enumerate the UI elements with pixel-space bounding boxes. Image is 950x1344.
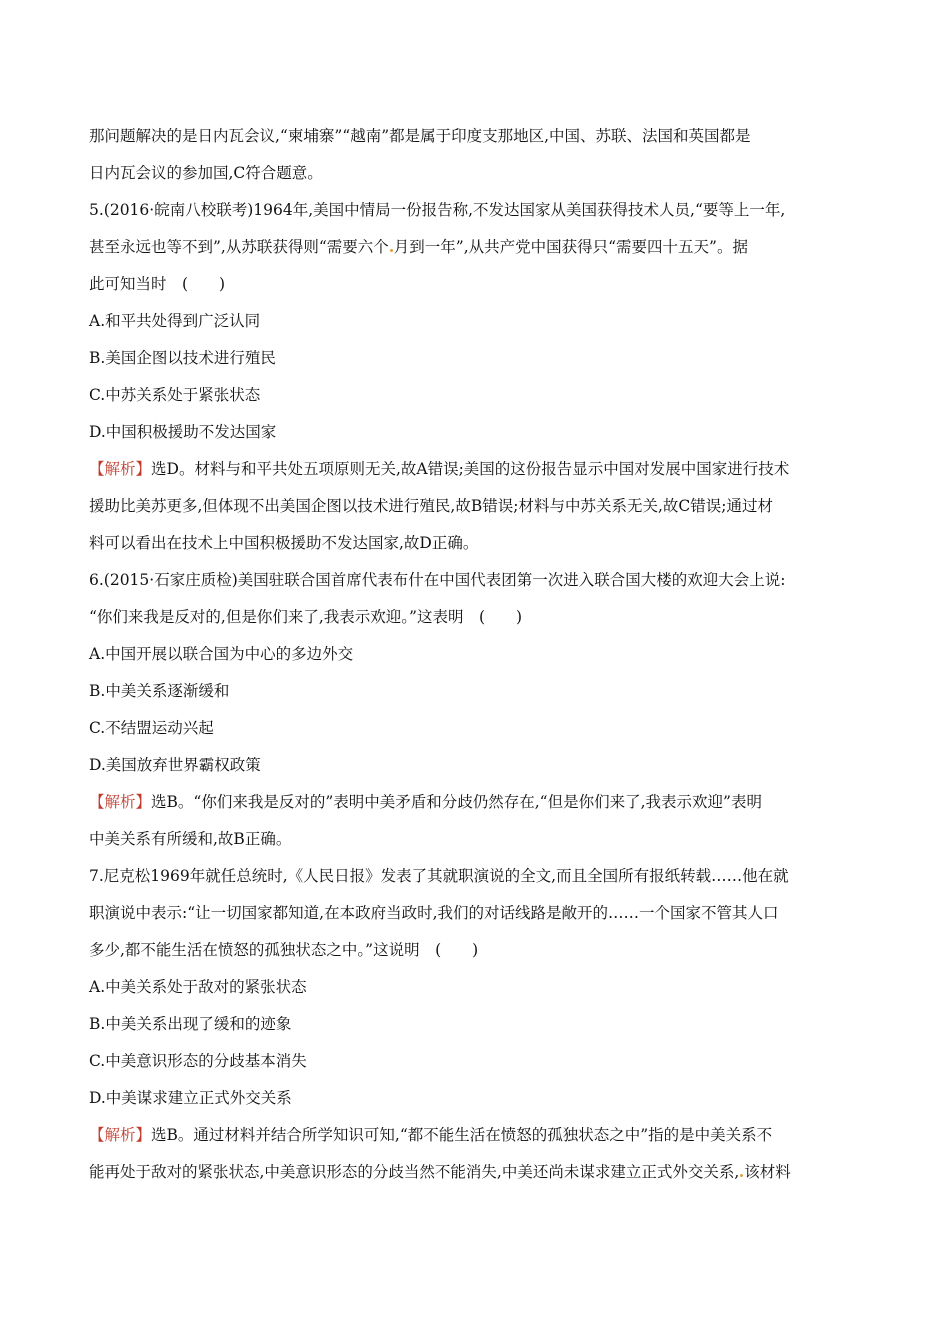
option-c: C.中苏关系处于紧张状态 [89, 386, 261, 404]
dot-mark [740, 1174, 743, 1177]
option-a: A.和平共处得到广泛认同 [89, 312, 261, 330]
analysis-5: 料可以看出在技术上中国积极援助不发达国家,故D正确。 [89, 534, 479, 552]
option-b: B.美国企图以技术进行殖民 [89, 349, 276, 367]
text-segment: 能再处于敌对的紧张状态,中美意识形态的分歧当然不能消失,中美还尚未谋求建立正式外交关系, [89, 1163, 740, 1181]
question-6-stem: “你们来我是反对的,但是你们来了,我表示欢迎。”这表明 ( ) [89, 608, 523, 626]
option-d: D.中国积极援助不发达国家 [89, 423, 277, 441]
analysis-5: 援助比美苏更多,但体现不出美国企图以技术进行殖民,故B错误;材料与中苏关系无关,故C错误;通过材 [89, 497, 773, 515]
analysis-text: 选B。“你们来我是反对的”表明中美矛盾和分歧仍然存在,“但是你们来了,我表示欢迎”表明 [151, 793, 762, 811]
option-d: D.美国放弃世界霸权政策 [89, 756, 261, 774]
text-segment: 该材料 [744, 1163, 791, 1181]
option-d: D.中美谋求建立正式外交关系 [89, 1089, 292, 1107]
analysis-6: 中美关系有所缓和,故B正确。 [89, 830, 292, 848]
option-a: A.中国开展以联合国为中心的多边外交 [89, 645, 354, 663]
text-segment: 月到一年”,从共产党中国获得只“需要四十五天”。据 [393, 238, 748, 256]
question-7-stem: 多少,都不能生活在愤怒的孤独状态之中。”这说明 ( ) [89, 941, 479, 959]
analysis-text: 选B。通过材料并结合所学知识可知,“都不能生活在愤怒的孤独状态之中”指的是中美关系不 [151, 1126, 773, 1144]
analysis-text: 选D。材料与和平共处五项原则无关,故A错误;美国的这份报告显示中国对发展中国家进行技术 [151, 460, 790, 478]
option-b: B.中美关系出现了缓和的迹象 [89, 1015, 292, 1033]
analysis-5 [89, 459, 789, 479]
dot-mark [390, 249, 393, 252]
analysis-tag: 【解析】 [89, 1126, 152, 1144]
text-segment: 甚至永远也等不到”,从苏联获得则“需要六个 [89, 238, 389, 256]
question-5-stem: 此可知当时 ( ) [89, 275, 226, 293]
text-line: 那问题解决的是日内瓦会议,“柬埔寨”“越南”都是属于印度支那地区,中国、苏联、法国和英国都是 [89, 127, 751, 145]
option-b: B.中美关系逐渐缓和 [89, 682, 230, 700]
analysis-tag: 【解析】 [89, 793, 152, 811]
question-6-stem: 6.(2015·石家庄质检)美国驻联合国首席代表布什在中国代表团第一次进入联合国大楼的欢迎大会上说: [89, 571, 786, 589]
analysis-7 [89, 1125, 772, 1145]
analysis-7 [89, 1162, 791, 1182]
analysis-6 [89, 792, 762, 812]
question-5-stem: 5.(2016·皖南八校联考)1964年,美国中情局一份报告称,不发达国家从美国获得技术人员,“要等上一年, [89, 201, 786, 219]
analysis-tag: 【解析】 [89, 460, 152, 478]
text-line: 日内瓦会议的参加国,C符合题意。 [89, 164, 323, 182]
option-c: C.中美意识形态的分歧基本消失 [89, 1052, 307, 1070]
question-7-stem: 7.尼克松1969年就任总统时,《人民日报》发表了其就职演说的全文,而且全国所有报纸转载……他在就 [89, 867, 789, 885]
question-5-stem [89, 237, 748, 257]
option-a: A.中美关系处于敌对的紧张状态 [89, 978, 307, 996]
option-c: C.不结盟运动兴起 [89, 719, 214, 737]
question-7-stem: 职演说中表示:“让一切国家都知道,在本政府当政时,我们的对话线路是敞开的……一个国家不管其人口 [89, 904, 779, 922]
